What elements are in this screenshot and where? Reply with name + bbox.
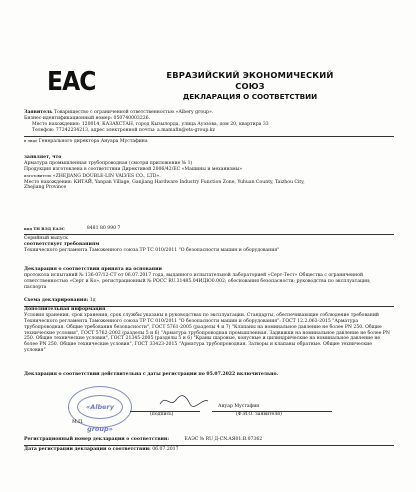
basis-section (24, 267, 394, 291)
header-line-3: ДЕКЛАРАЦИЯ О СООТВЕТСТВИИ (182, 92, 318, 102)
signature-scribble (158, 392, 210, 410)
divider (24, 445, 394, 446)
divider (24, 136, 394, 137)
requirements-label: соответствует требованиям (24, 241, 100, 247)
additional-text: Условия хранения, срок хранения, срок службы указаны в руководствах по эксплуатации. Стандарты, обеспечивающие соблюдение требований Технического регламента Таможенного союза ТР ТС 010/2011 "О безопасности машин и оборудования": ГОСТ 12.2.063-2015 "Арматура трубопроводная. Общие требования безопасности", ГОСТ 5761-2005 (разделы 4 и 7) "Клапаны на номинальное давление не более PN 250. Общие технические условия", ГОСТ 5762-2002 (разделы 5 и 6) "Арматура трубопроводная промышленная. Задвижки на номинальное давление не более PN 250. Общие технические условия", ГОСТ 21345-2005 (разделы 5 и 6) "Краны шаровые, конусные и цилиндрические на номинальное давление не более PN 250. Общие технические условия", ГОСТ 33423-2015 "Арматура трубопроводная. Затворы и клапаны обратные. Общие технические условия" (24, 312, 390, 354)
basis-text: протокола испытаний № 136-07/12-СТ от 06.07.2017 года, выданного испытательной лабораторией «Серт-Тест» Общества с ограниченной ответственностью «Серт и Ко», регистрационный № POCC RU.31485.04ИДЮ0.002; обоснования безопасности; руководства по эксплуатации; паспорта (24, 272, 371, 290)
applicant-phone: Телефон: 77242234213, адрес электронной почты: a.mamafin@ets-group.kz (32, 127, 215, 133)
stamp-place-label: М.П. (72, 420, 84, 425)
signer-name: Ануар Мустафин (218, 404, 260, 409)
manufacturer-location: Место нахождения: КИТАЙ, Yanpan Village, Ganjiang Hardware Industry Function Zone, Yuhuan County, Taizhou City, (24, 179, 305, 185)
applicant-label: Заявитель (24, 110, 53, 115)
registration-number: ЕАЭС № RU Д-CN.AЯ01.B.07362 (184, 437, 263, 442)
registration-section (24, 437, 394, 453)
document-header (120, 70, 380, 101)
codes-section (24, 226, 394, 254)
declares-label: заявляет, что (24, 155, 62, 160)
additional-label: Дополнительная информация (24, 307, 106, 312)
applicant-bin: Бизнес-идентификационный номер: 050740003226. (24, 115, 151, 121)
additional-section (24, 307, 394, 354)
manufacturer-label: изготовитель (24, 172, 52, 178)
declares-section (24, 155, 394, 191)
basis-label: Декларация о соответствии принята на основании (24, 267, 162, 272)
requirements-text: Технического регламента Таможенного союза ТР ТС 010/2011 "О безопасности машин и оборудования" (24, 247, 280, 253)
validity-section (24, 372, 394, 378)
validity-date: 05.07.2022 включительно. (206, 372, 279, 377)
scheme-value: 1д (89, 298, 96, 303)
header-line-2: СОЮЗ (235, 80, 265, 91)
registration-date-label: Дата регистрации декларации о соответствии: (24, 446, 151, 452)
registration-number-label: Регистрационный номер декларации о соответствии: (24, 437, 170, 442)
applicant-address: Место нахождения: 120014, КАЗАХСТАН, город Кызылорда, улица Ауэзова, дом 20, квартира 33 (32, 121, 269, 127)
validity-text: Декларация о соответствии действительна с даты регистрации по (24, 372, 205, 377)
serial-text: Серийный выпуск (24, 235, 68, 241)
code-value: 8481 80 990 7 (86, 226, 121, 231)
manufacturer-location-2: Zhejiang Province (24, 185, 67, 191)
applicant-section (24, 110, 394, 144)
scheme-label: Схема декларирования: (24, 298, 89, 303)
code-label: код ТН ВЭД ЕАЭС (24, 226, 65, 231)
applicant-text: Товарищество с ограниченной ответственностью «Albery group». (53, 110, 214, 115)
product-text: Арматура промышленная трубопроводная (смотри приложение № 1) (24, 160, 193, 166)
manufacturer-name: «ZHEJIANG DOUBLE-LIN VALVES CO., LTD». (52, 173, 161, 179)
applicant-person: Генерального директора Ануара Мустафина (38, 138, 148, 144)
stamp-text: «Albery group» (77, 395, 123, 419)
divider (24, 234, 394, 235)
eac-logo: EAC (47, 67, 96, 97)
header-line-1: ЕВРАЗИЙСКИЙ ЭКОНОМИЧЕСКИЙ (166, 70, 334, 80)
registration-date: 06.07.2017 (152, 446, 179, 452)
directive-text: Продукция изготовлена в соответствии Директивой 2006/42/EC «Машины и механизмы» (24, 166, 243, 172)
signature-caption: (подпись) (150, 412, 174, 417)
name-caption: (Ф.И.О. заявителя) (236, 412, 282, 417)
person-label: в лице (24, 137, 38, 143)
